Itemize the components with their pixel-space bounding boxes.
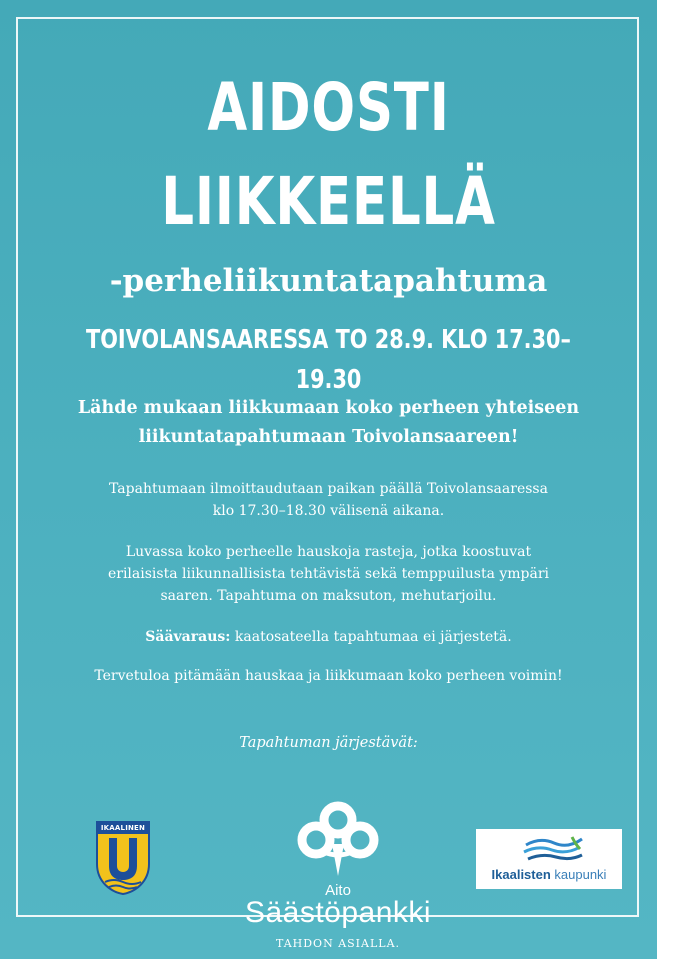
event-time-place: TOIVOLANSAARESSA TO 28.9. KLO 17.30–19.30 xyxy=(86,325,571,395)
registration-paragraph xyxy=(0,478,657,522)
bank-logo xyxy=(238,800,438,955)
tree-icon xyxy=(294,800,382,878)
weather-text: kaatosateella tapahtumaa ei järjestetä. xyxy=(230,629,512,645)
activities-line-1: Luvassa koko perheelle hauskoja rasteja, jotka koostuvat xyxy=(125,544,532,560)
weather-note xyxy=(0,626,657,648)
city-logo xyxy=(476,829,622,889)
bank-name: Säästöpankki xyxy=(244,896,432,929)
lead-text xyxy=(0,394,657,452)
title-line-1: AIDOSTI xyxy=(207,69,450,146)
lead-line-2: liikuntatapahtumaan Toivolansaareen! xyxy=(138,427,519,447)
city-name-part-1: Ikaalisten xyxy=(491,867,551,882)
bank-tagline: TAHDON ASIALLA. xyxy=(275,937,401,950)
lead-line-1: Lähde mukaan liikkumaan koko perheen yhteiseen xyxy=(77,398,580,418)
welcome-text: Tervetuloa pitämään hauskaa ja liikkumaan koko perheen voimin! xyxy=(94,668,563,684)
activities-line-2: erilaisista liikunnallisista tehtävistä sekä temppuilusta ympäri xyxy=(107,566,550,582)
bank-prefix: Aito xyxy=(325,882,351,899)
club-logo xyxy=(95,820,151,896)
city-name xyxy=(476,867,622,882)
city-name-part-2: kaupunki xyxy=(550,867,607,882)
weather-label: Säävaraus: xyxy=(145,629,231,645)
registration-line-1: Tapahtumaan ilmoittaudutaan paikan päällä Toivolansaaressa xyxy=(109,481,548,497)
organizers-label: Tapahtuman järjestävät: xyxy=(239,735,418,751)
registration-line-2: klo 17.30–18.30 välisenä aikana. xyxy=(212,503,445,519)
waves-icon xyxy=(522,835,584,865)
title-line-2: LIIKKEELLÄ xyxy=(161,163,496,240)
club-name: IKAALINEN xyxy=(100,824,146,832)
activities-paragraph xyxy=(0,541,657,607)
activities-line-3: saaren. Tapahtuma on maksuton, mehutarjoilu. xyxy=(160,588,497,604)
subtitle: -perheliikuntatapahtuma xyxy=(109,263,548,299)
